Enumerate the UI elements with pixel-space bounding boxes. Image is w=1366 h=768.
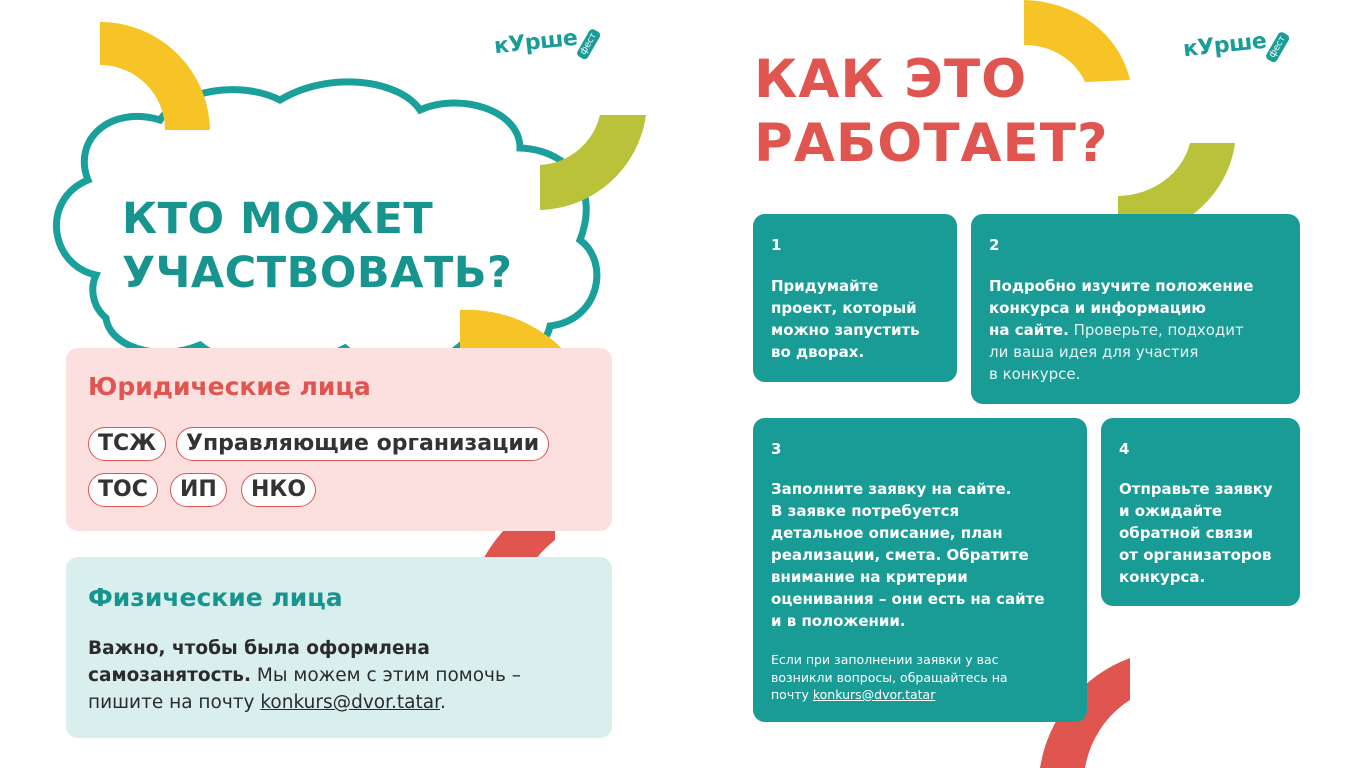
title-line-1: КАК ЭТО bbox=[754, 49, 1028, 110]
logo-sub-text: фест bbox=[576, 27, 602, 60]
how-it-works-title bbox=[754, 48, 1109, 176]
logo-sub-text: фест bbox=[1265, 30, 1291, 63]
tag-ip: ИП bbox=[170, 473, 227, 507]
text-bold-1: Важно, чтобы была оформлена bbox=[88, 638, 430, 659]
olive-arc-left bbox=[540, 115, 646, 210]
text-line-3: пишите на почту bbox=[88, 692, 261, 713]
step-bold-text: Заполните заявку на сайте. В заявке потребуется детальное описание, план реализации, смета. Обратите внимание на критерии оценивания – они есть на сайте и в положении. bbox=[771, 480, 1045, 630]
legal-entities-title: Юридические лица bbox=[88, 372, 371, 401]
step-note bbox=[771, 651, 1008, 704]
who-can-participate-title bbox=[122, 192, 513, 300]
note-text: Если при заполнении заявки у вас возникли вопросы, обращайтесь на почту bbox=[771, 652, 1008, 702]
step-text bbox=[771, 275, 920, 363]
step-number: 4 bbox=[1119, 440, 1130, 458]
logo-main-text: кУрше bbox=[492, 25, 579, 60]
step-card-3 bbox=[753, 418, 1087, 722]
text-bold-2: самозанятость. bbox=[88, 665, 252, 686]
email-link[interactable]: konkurs@dvor.tatar bbox=[260, 692, 440, 713]
step-bold-text: Придумайте проект, который можно запустить во дворах. bbox=[771, 277, 920, 361]
tag-management-orgs: Управляющие организации bbox=[176, 427, 549, 461]
step-card-4 bbox=[1101, 418, 1300, 606]
tag-nko: НКО bbox=[241, 473, 316, 507]
physical-persons-title: Физические лица bbox=[88, 583, 343, 612]
step-number: 3 bbox=[771, 440, 782, 458]
step-number: 1 bbox=[771, 236, 782, 254]
step-bold-text: Отправьте заявку и ожидайте обратной связи от организаторов конкурса. bbox=[1119, 480, 1273, 586]
step-text bbox=[989, 275, 1253, 385]
logo-main-text: кУрше bbox=[1181, 28, 1268, 63]
title-line-2: УЧАСТВОВАТЬ? bbox=[122, 248, 513, 298]
note-email-link[interactable]: konkurs@dvor.tatar bbox=[812, 687, 936, 702]
step-card-2 bbox=[971, 214, 1300, 404]
brand-logo-left bbox=[492, 25, 605, 60]
step-light-text: Проверьте, подходит ли ваша идея для участия в конкурсе. bbox=[989, 321, 1244, 383]
step-text bbox=[771, 478, 1045, 632]
title-line-2: РАБОТАЕТ? bbox=[754, 113, 1109, 174]
step-text bbox=[1119, 478, 1273, 588]
physical-persons-card bbox=[66, 557, 612, 738]
step-card-1 bbox=[753, 214, 957, 382]
tag-tos: ТОС bbox=[88, 473, 158, 507]
text-end: . bbox=[439, 692, 446, 713]
legal-entities-card bbox=[66, 348, 612, 531]
title-line-1: КТО МОЖЕТ bbox=[122, 194, 434, 244]
text-rest: Мы можем с этим помочь – bbox=[251, 665, 522, 686]
brand-logo-right bbox=[1181, 28, 1294, 63]
step-bold-text: Подробно изучите положение конкурса и информацию на сайте. bbox=[989, 277, 1254, 339]
tag-tszh: ТСЖ bbox=[88, 427, 166, 461]
physical-persons-text bbox=[88, 635, 588, 716]
yellow-arc-top-left bbox=[100, 22, 210, 130]
step-number: 2 bbox=[989, 236, 1000, 254]
